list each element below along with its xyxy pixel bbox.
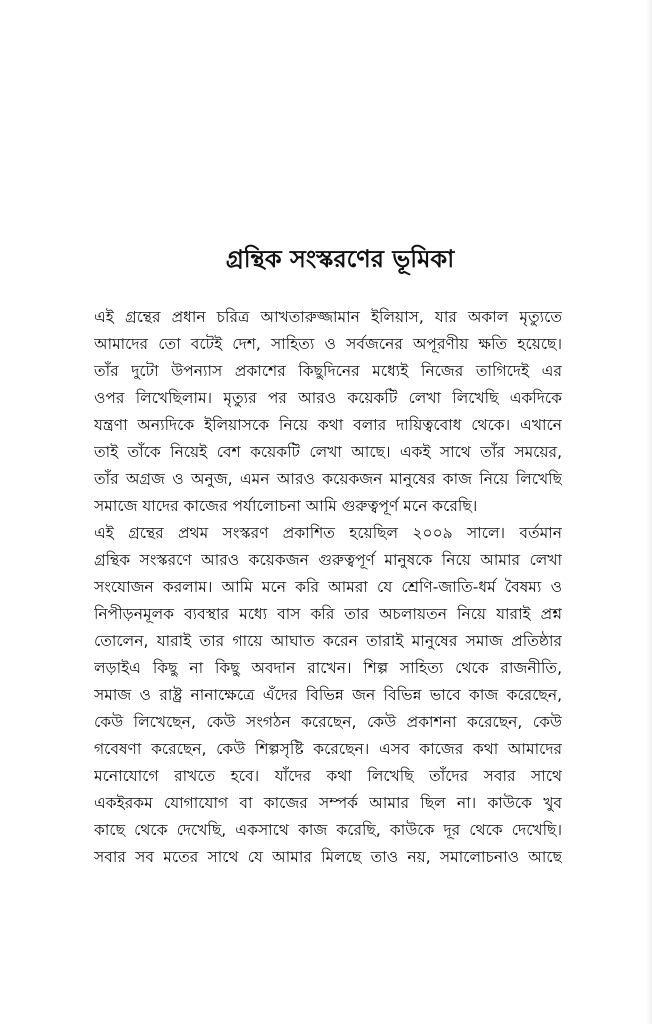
text-line: তাঁর দুটো উপন্যাস প্রকাশের কিছুদিনের মধ্যেই নিজের তাগিদেই এর [94, 362, 562, 380]
text-line: নিপীড়নমূলক ব্যবস্থার মধ্যে বাস করি তার অচলায়তন নিয়ে যারাই প্রশ্ন [94, 605, 562, 623]
text-line: তাই তাঁকে নিয়েই বেশ কয়েকটি লেখা আছে। একই সাথে তাঁর সময়ের, [94, 443, 562, 461]
text-line: কাছে থেকে দেখেছি, একসাথে কাজ করেছি, কাউকে দূর থেকে দেখেছি। [94, 821, 562, 839]
text-line: তাঁর অগ্রজ ও অনুজ, এমন আরও কয়েকজন মানুষের কাজ নিয়ে লিখেছি [94, 470, 562, 488]
text-line: সমাজ ও রাষ্ট্র নানাক্ষেত্রে এঁদের বিভিন্ন জন বিভিন্ন ভাবে কাজ করেছেন, [94, 686, 562, 704]
text-line: এই গ্রন্থের প্রথম সংস্করণ প্রকাশিত হয়েছিল ২০০৯ সালে। বর্তমান [94, 524, 562, 542]
text-line: সংযোজন করলাম। আমি মনে করি আমরা যে শ্রেণি-জাতি-ধর্ম বৈষম্য ও [94, 578, 562, 596]
page-edge-shadow [646, 0, 652, 1024]
text-line: গ্রন্থিক সংস্করণে আরও কয়েকজন গুরুত্বপূর্ণ মানুষকে নিয়ে আমার লেখা [94, 551, 562, 569]
text-line: ওপর লিখেছিলাম। মৃত্যুর পর আরও কয়েকটি লেখা লিখেছি একদিকে [94, 389, 562, 407]
text-line: কেউ লিখেছেন, কেউ সংগঠন করেছেন, কেউ প্রকাশনা করেছেন, কেউ [94, 713, 562, 731]
text-line: মনোযোগে রাখতে হবে। যাঁদের কথা লিখেছি তাঁদের সবার সাথে [94, 767, 562, 785]
text-line: লড়াইএ কিছু না কিছু অবদান রাখেন। শিল্প সাহিত্য থেকে রাজনীতি, [94, 659, 562, 677]
paragraph-1 [94, 304, 562, 520]
text-line: এই গ্রন্থের প্রধান চরিত্র আখতারুজ্জামান ইলিয়াস, যার অকাল মৃত্যুতে [94, 308, 562, 326]
text-line: একইরকম যোগাযোগ বা কাজের সম্পর্ক আমার ছিল না। কাউকে খুব [94, 794, 562, 812]
text-line: গবেষণা করেছেন, কেউ শিল্পসৃষ্টি করেছেন। এসব কাজের কথা আমাদের [94, 740, 562, 758]
paragraph-2 [94, 520, 562, 871]
text-line: সবার সব মতের সাথে যে আমার মিলছে তাও নয়, সমালোচনাও আছে [94, 848, 562, 866]
text-line: আমাদের তো বটেই দেশ, সাহিত্য ও সর্বজনের অপূরণীয় ক্ষতি হয়েছে। [94, 335, 562, 353]
page-title: গ্রন্থিক সংস্করণের ভূমিকা [225, 245, 455, 273]
text-line: সমাজে যাদের কাজের পর্যালোচনা আমি গুরুত্বপূর্ণ মনে করেছি। [94, 497, 478, 515]
text-line: যন্ত্রণা অন্যদিকে ইলিয়াসকে নিয়ে কথা বলার দায়িত্ববোধ থেকে। এখানে [94, 416, 562, 434]
text-line: তোলেন, যারাই তার গায়ে আঘাত করেন তারাই মানুষের সমাজ প্রতিষ্ঠার [94, 632, 562, 650]
